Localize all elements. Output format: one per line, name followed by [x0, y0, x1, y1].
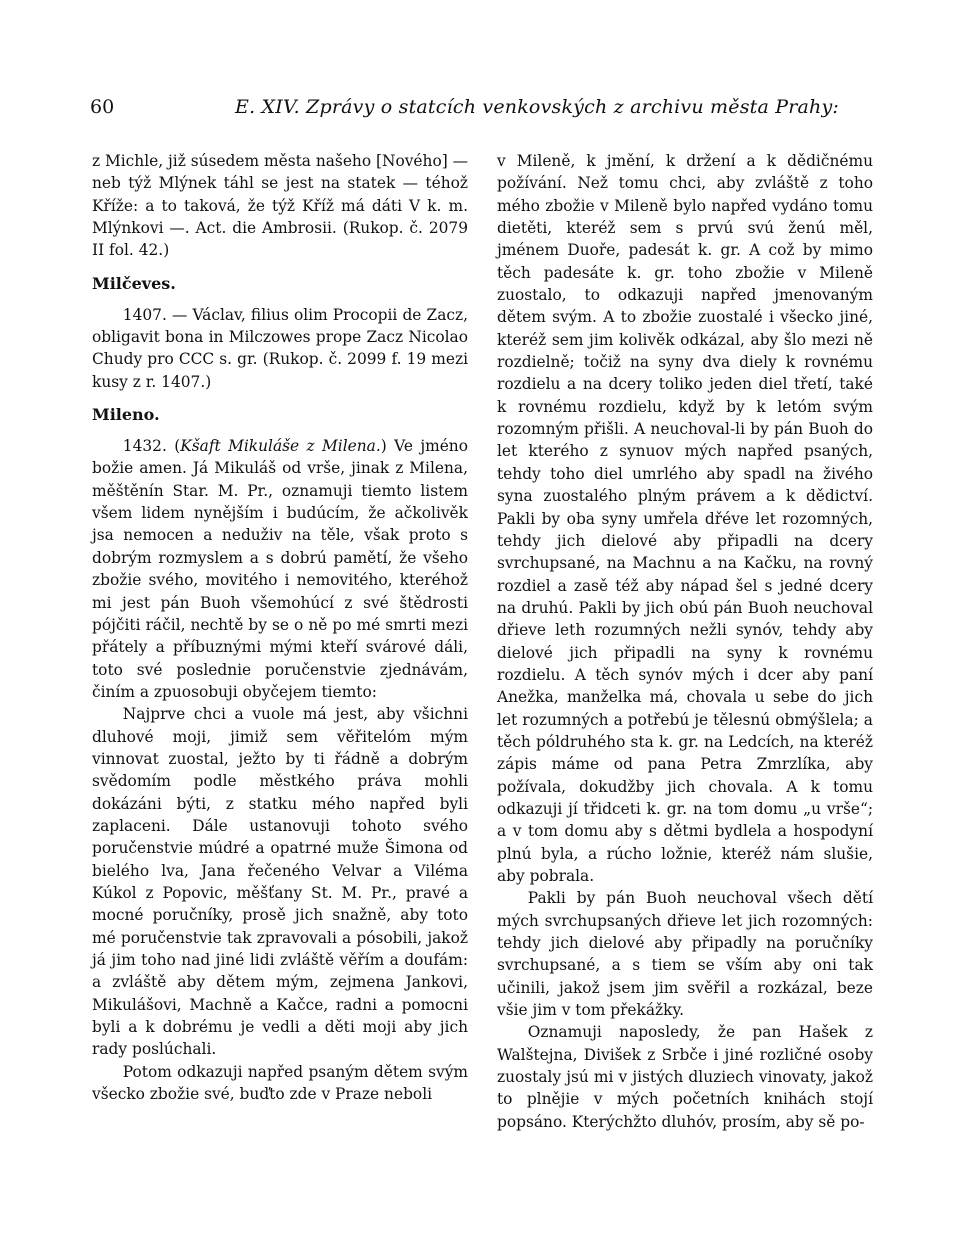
section-heading: Milčeves.: [92, 273, 176, 293]
page-number: 60: [90, 96, 115, 118]
paragraph: Potom odkazuji napřed psaným dětem svým všecko zbožie své, buďto zde v Praze neboli: [92, 1062, 468, 1104]
paragraph: Pakli by pán Buoh neuchoval všech dětí mých svrchupsaných dřieve let jich rozomných: tehdy jich dielové aby připadly na poručníky svrchupsané, a s tiem se vším aby oni tak učinili, jakož jsem jim svěřil a rozkázal, beze všie jim v tom překážky.: [497, 889, 873, 1020]
page-header: [90, 96, 870, 124]
paragraph: 1407. — Václav, filius olim Procopii de Zacz, obligavit bona in Milczowes prope Zacz Nicolao Chudy pro CCC s. gr. (Rukop. č. 2099 f. 19 mezi kusy z r. 1407.): [92, 305, 468, 391]
paragraph: z Michle, již súsedem města našeho [Nového] — neb týž Mlýnek táhl se jest na statek — téhož Kříže: a to taková, že týž Kříž má dáti V k. m. Mlýnkovi —. Act. die Ambrosii. (Rukop. č. 2079 II fol. 42.): [92, 152, 469, 260]
paragraph-text: ) Ve jméno božie amen. Já Mikuláš od vrše, jinak z Milena, měštěnín Star. M. Pr., oznamuji tiemto listem všem lidem nynějším i budúcím, že ačkolivěk jsa nemocen a neduživ na těle, však proto s dobrým rozmyslem a s dobrú pamětí, že všeho zbožie svého, movitého i nemovitého, kteréhož mi jest pán Buoh všemohúcí z své štědrosti pójčiti ráčil, nechtě by se o ně po mé smrti mezi přátely a příbuznými mými kteří svárové dáli, toto své poslednie poručenstvie zjednávám, činím a zpuosobuji obyčejem tiemto:: [92, 437, 468, 701]
paragraph: Oznamuji naposledy, že pan Hašek z Walštejna, Divišek z Srbče i jiné rozličné osoby zuostaly jsú mi v jistých dluziech vinovaty, jakož to plnějie v mých početních knihách stojí popsáno. Kterýchžto dluhóv, prosím, aby sě po-: [497, 1023, 873, 1131]
section-heading: Mileno.: [92, 405, 160, 425]
entry-year: 1432. (: [122, 437, 181, 456]
paragraph: Najprve chci a vuole má jest, aby všichni dluhové moji, jimiž sem věřitelóm mým vinnovat zuostal, ježto by ti řádně a dobrým svědomím podle městkého práva mohli dokázáni býti, z statku mého napřed byli zaplaceni. Dále ustanovuji tohoto svého poručenstvie múdré a opatrné muže Šimona od bielého lva, Jana řečeného Velvar a Viléma Kúkol z Popovic, měšťany St. M. Pr., pravé a mocné poručníky, prosě jich snažně, aby toto mé poručenstvie tak zpravovali a pósobili, jakož já jim toho nad jiné lidi zvláště věřím a doufám: a zvláště aby dětem mým, zejmena Jankovi, Mikulášovi, Machně a Kačce, radni a pomocni byli a k dobrému je vedli a děti moji aby jich rady poslúchali.: [92, 705, 468, 1059]
running-head: E. XIV. Zprávy o statcích venkovských z archivu města Prahy:: [235, 96, 840, 118]
document-title: Kšaft Mikuláše z Milena.: [180, 437, 381, 456]
paragraph: [92, 435, 468, 703]
left-column: [92, 150, 468, 1105]
paragraph: v Mileně, k jmění, k držení a k dědičnému požívání. Než tomu chci, aby zvláště z toho mého zbožie v Mileně bylo napřed vydáno tomu dietěti, kteréž sem s prvú svú ženú měl, jménem Duoře, padesát k. gr. A což by mimo těch padesáte k. gr. toho zbožie v Mileně zuostalo, to odkazuji napřed jmenovaným dětem svým. A to zbožie zuostalé i všecko jiné, kteréž sem jim kolivěk odkázal, aby šlo mezi ně rozdielně; točiž na syny dva diely k rovnému rozdielu a na dcery toliko jeden diel třetí, také k rovnému rozdielu, když by k letóm svým rozomným přišli. A neuchoval-li by pán Buoh do let kterého z synuov mých napřed psaných, tehdy toho diel umrlého aby spadl na živého syna zuostalého plným právem a k dědictví. Pakli by oba syny umřela dřéve let rozomných, tehdy jich dielové aby připadli na dcery svrchupsané, na Machnu a na Kačku, na rovný rozdiel a zasě též aby nápad šel s jedné dcery na druhú. Pakli by jich obú pán Buoh neuchoval dřieve leth rozumných nežli synóv, tehdy aby dielové jich připadli na syny k rovnému rozdielu. A těch synóv mých i dcer aby paní Anežka, manželka má, chovala u sebe do jich let rozumných a potřebú je tělesnú obmýšlela; a těch póldruhého sta k. gr. na Ledcích, na kteréž zápis máme od pana Petra Zmrzlíka, aby požívala, dokudžby jich chovala. A k tomu odkazuji jí třidceti k. gr. na tom domu „u vrše“; a v tom domu aby s dětmi bydlela a hospodyní plnú byla, a rúcho ložnie, kteréž nám slušie, aby pobrala.: [497, 152, 873, 885]
right-column: [497, 150, 873, 1133]
